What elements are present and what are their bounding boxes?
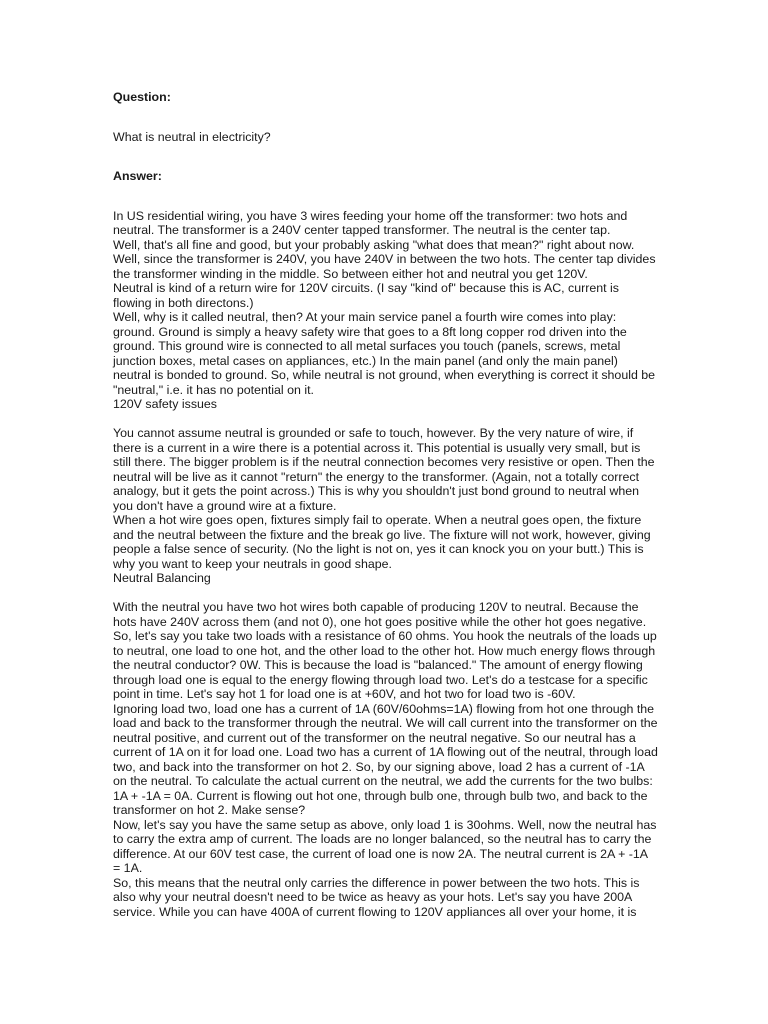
section-heading-balancing: Neutral Balancing (113, 571, 211, 585)
question-label: Question: (113, 90, 171, 104)
question-text: What is neutral in electricity? (113, 129, 271, 144)
balancing-paragraph: Now, let's say you have the same setup as above, only load 1 is 30ohms. Well, now the neutral has to carry the extra amp of current. The loads are no longer balanced, so the neutral has to carry the difference. At our 60V test case, the current of load one is now 2A. The neutral current is 2A + -1A = 1A. (113, 817, 657, 875)
spacer (113, 105, 658, 130)
answer-label: Answer: (113, 169, 162, 183)
safety-paragraph: When a hot wire goes open, fixtures simply fail to operate. When a neutral goes open, the fixture and the neutral between the fixture and the break go live. The fixture will not work, however, giving people a false sence of security. (No the light is not on, yes it can knock you on your butt.) This is why you want to keep your neutrals in good shape. (113, 513, 651, 571)
balancing-paragraph: So, this means that the neutral only carries the difference in power between the two hots. This is also why your neutral doesn't need to be twice as heavy as your hots. Let's say you have 200A service. While you can have 400A of current flowing to 120V appliances all over your home, it is (113, 875, 640, 919)
balancing-paragraph: With the neutral you have two hot wires both capable of producing 120V to neutral. Because the hots have 240V across them (and not 0), one hot goes positive while the other hot goes negative. So, let's say you take two loads with a resistance of 60 ohms. You hook the neutrals of the loads up to neutral, one load to one hot, and the other load to the other hot. How much energy flows through the neutral conductor? 0W. This is because the load is "balanced." The amount of energy flowing through load one is equal to the energy flowing through load two. Let's do a testcase for a specific point in time. Let's say hot 1 for load one is at +60V, and hot two for load two is -60V. (113, 600, 657, 701)
document-page (113, 90, 658, 919)
spacer (113, 586, 658, 601)
section-heading-safety: 120V safety issues (113, 397, 218, 411)
answer-paragraph: Neutral is kind of a return wire for 120V circuits. (I say "kind of" because this is AC, current is flowing in both directons.) (113, 281, 620, 310)
answer-paragraph: Well, that's all fine and good, but your probably asking "what does that mean?" right about now. (113, 237, 635, 252)
spacer (113, 412, 658, 427)
answer-paragraph: Well, since the transformer is 240V, you have 240V in between the two hots. The center tap divides the transformer winding in the middle. So between either hot and neutral you get 120V. (113, 252, 656, 281)
balancing-paragraph: Ignoring load two, load one has a current of 1A (60V/60ohms=1A) flowing from hot one through the load and back to the transformer through the neutral. We will call current into the transformer on the neutral positive, and current out of the transformer on the neutral negative. So our neutral has a current of 1A on it for load one. Load two has a current of 1A flowing out of the neutral, through load two, and back into the transformer on hot 2. So, by our signing above, load 2 has a current of -1A on the neutral. To calculate the actual current on the neutral, we add the currents for the two bulbs: 1A + -1A = 0A. Current is flowing out hot one, through bulb one, through bulb two, and back to the transformer on hot 2. Make sense? (113, 701, 658, 817)
spacer (113, 144, 658, 169)
answer-paragraph: Well, why is it called neutral, then? At your main service panel a fourth wire comes into play: ground. Ground is simply a heavy safety wire that goes to a 8ft long copper rod driven into the ground. This ground wire is connected to all metal surfaces you touch (panels, screws, metal junction boxes, metal cases on appliances, etc.) In the main panel (and only the main panel) neutral is bonded to ground. So, while neutral is not ground, when everything is correct it should be "neutral," i.e. it has no potential on it. (113, 310, 656, 397)
safety-paragraph: You cannot assume neutral is grounded or safe to touch, however. By the very nature of wire, if there is a current in a wire there is a potential across it. This potential is usually very small, but is still there. The bigger problem is if the neutral connection becomes very resistive or open. Then the neutral will be live as it cannot "return" the energy to the transformer. (Again, not a totally correct analogy, but it gets the point across.) This is why you shouldn't just bond ground to neutral when you don't have a ground wire at a fixture. (113, 426, 655, 513)
answer-paragraph: In US residential wiring, you have 3 wires feeding your home off the transformer: two hots and neutral. The transformer is a 240V center tapped transformer. The neutral is the center tap. (113, 208, 628, 237)
spacer (113, 184, 658, 209)
